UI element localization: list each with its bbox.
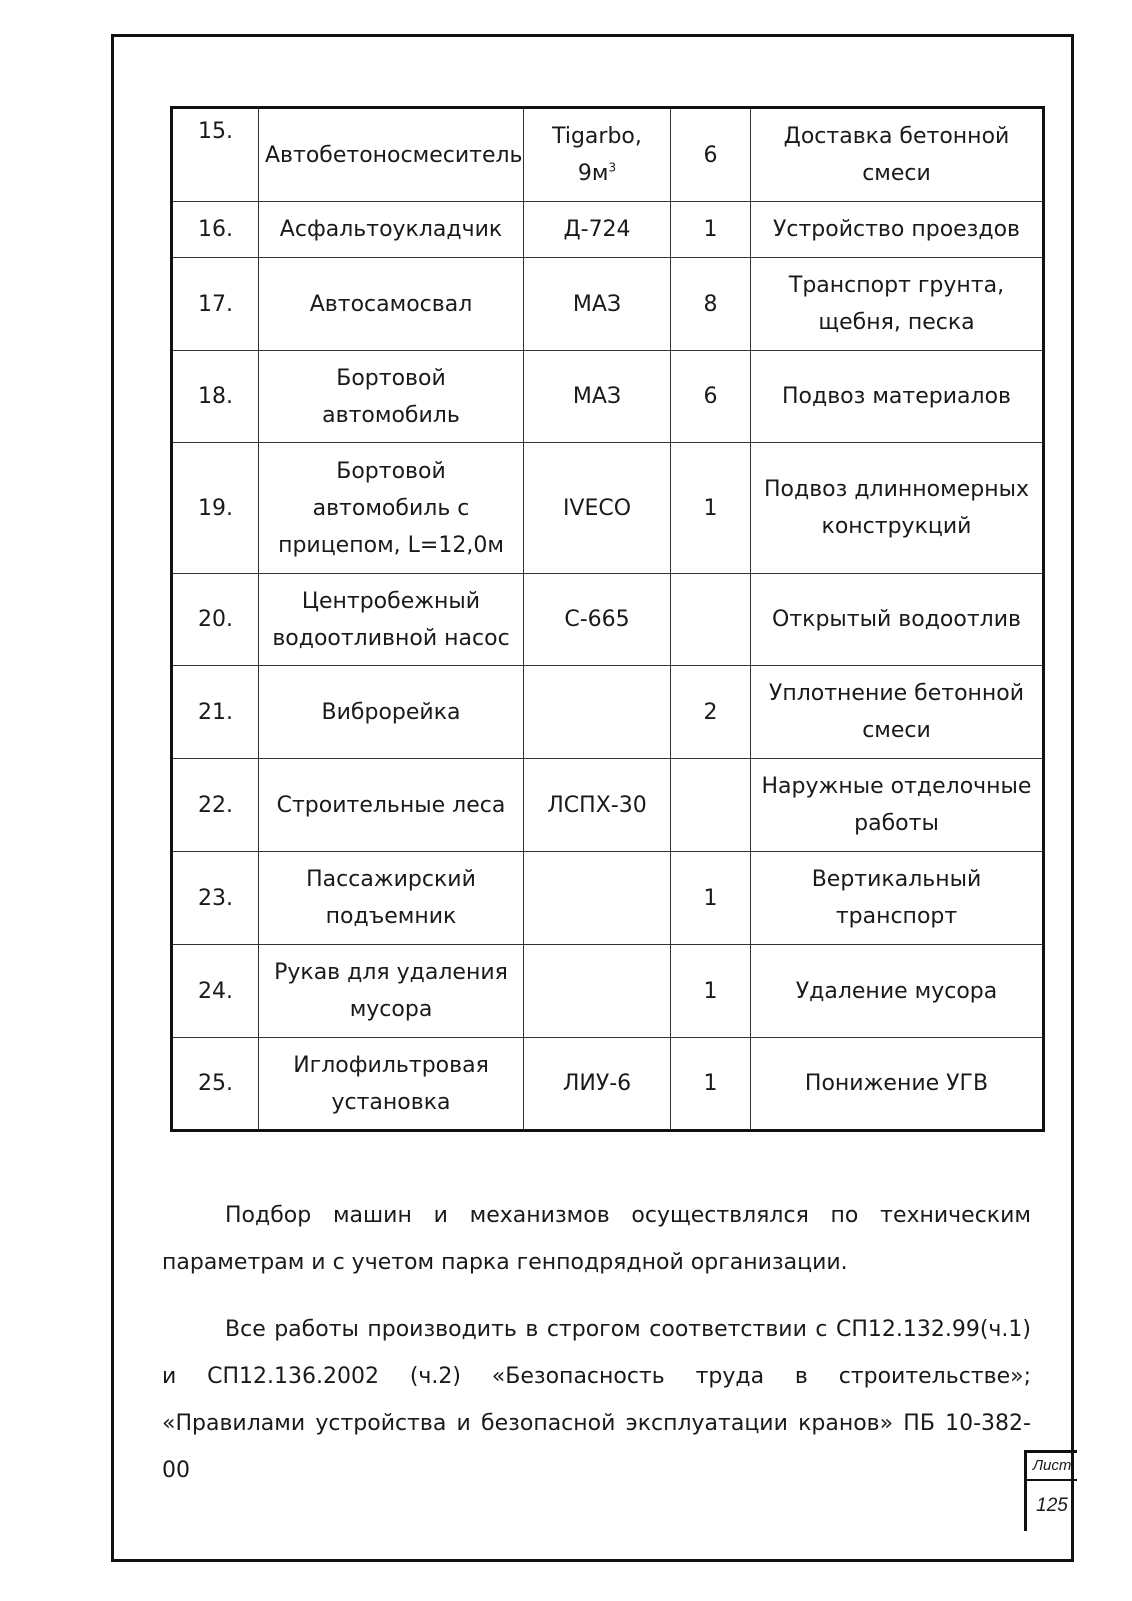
machine-quantity: 2 xyxy=(671,666,751,759)
machine-model: ЛСПХ-30 xyxy=(524,759,671,852)
machine-quantity: 1 xyxy=(671,202,751,258)
table-row xyxy=(172,202,1044,258)
machine-model: Д-724 xyxy=(524,202,671,258)
machine-purpose: Транспорт грунта, щебня, песка xyxy=(751,258,1044,351)
machine-purpose: Уплотнение бетонной смеси xyxy=(751,666,1044,759)
row-number: 18. xyxy=(172,351,259,443)
machine-name: Асфальтоукладчик xyxy=(259,202,524,258)
machine-quantity: 8 xyxy=(671,258,751,351)
machine-purpose: Вертикальный транспорт xyxy=(751,852,1044,945)
table-row xyxy=(172,108,1044,202)
machine-model: IVECO xyxy=(524,443,671,574)
row-number: 19. xyxy=(172,443,259,574)
machine-model xyxy=(524,666,671,759)
machine-name: Рукав для удаления мусора xyxy=(259,945,524,1038)
machine-name: Иглофильтровая установка xyxy=(259,1038,524,1131)
machine-name: Автобетоносмеситель xyxy=(259,108,524,202)
table-row xyxy=(172,443,1044,574)
machine-name: Виброрейка xyxy=(259,666,524,759)
paragraph-machine-selection: Подбор машин и механизмов осуществлялся по техническим параметрам и с учетом парка генподрядной организации. xyxy=(162,1203,1031,1275)
table-row xyxy=(172,945,1044,1038)
machine-name: Строительные леса xyxy=(259,759,524,852)
machine-purpose: Подвоз длинномерных конструкций xyxy=(751,443,1044,574)
machine-purpose: Наружные отделочные работы xyxy=(751,759,1044,852)
machine-model: С-665 xyxy=(524,574,671,666)
table-row xyxy=(172,759,1044,852)
row-number: 20. xyxy=(172,574,259,666)
row-number: 22. xyxy=(172,759,259,852)
machine-quantity xyxy=(671,759,751,852)
machine-quantity: 6 xyxy=(671,351,751,443)
machine-purpose: Удаление мусора xyxy=(751,945,1044,1038)
equipment-table xyxy=(170,106,1045,1132)
table-row xyxy=(172,1038,1044,1131)
sheet-number: 125 xyxy=(1036,1495,1068,1516)
machine-quantity: 1 xyxy=(671,852,751,945)
machine-quantity: 6 xyxy=(671,108,751,202)
machine-quantity: 1 xyxy=(671,1038,751,1131)
row-number: 16. xyxy=(172,202,259,258)
machine-name: Бортовой автомобиль xyxy=(259,351,524,443)
superscript: 3 xyxy=(608,160,617,175)
sheet-label: Лист xyxy=(1027,1453,1077,1481)
machine-quantity: 1 xyxy=(671,443,751,574)
machine-quantity: 1 xyxy=(671,945,751,1038)
table-row xyxy=(172,258,1044,351)
machine-model xyxy=(524,852,671,945)
table-row xyxy=(172,852,1044,945)
table-row xyxy=(172,666,1044,759)
row-number: 24. xyxy=(172,945,259,1038)
row-number: 15. xyxy=(172,108,259,202)
row-number: 17. xyxy=(172,258,259,351)
machine-model: МАЗ xyxy=(524,258,671,351)
machine-name: Автосамосвал xyxy=(259,258,524,351)
row-number: 23. xyxy=(172,852,259,945)
machine-name: Пассажирский подъемник xyxy=(259,852,524,945)
table-row xyxy=(172,351,1044,443)
machine-purpose: Доставка бетонной смеси xyxy=(751,108,1044,202)
row-number: 25. xyxy=(172,1038,259,1131)
row-number: 21. xyxy=(172,666,259,759)
sheet-number-box xyxy=(1024,1450,1077,1531)
machine-model: ЛИУ-6 xyxy=(524,1038,671,1131)
machine-quantity xyxy=(671,574,751,666)
paragraph-safety-norms: Все работы производить в строгом соответствии с СП12.132.99(ч.1) и СП12.136.2002 (ч.2) «Безопасность труда в строительстве»; «Правилами устройства и безопасной эксплуатации кранов» ПБ 10-382-00 xyxy=(162,1317,1031,1483)
machine-purpose: Подвоз материалов xyxy=(751,351,1044,443)
machine-name: Бортовой автомобиль с прицепом, L=12,0м xyxy=(259,443,524,574)
machine-purpose: Понижение УГВ xyxy=(751,1038,1044,1131)
table-row xyxy=(172,574,1044,666)
machine-model: МАЗ xyxy=(524,351,671,443)
machine-model: Tigarbo, $9м^3$ xyxy=(524,108,671,202)
machine-model xyxy=(524,945,671,1038)
machine-purpose: Открытый водоотлив xyxy=(751,574,1044,666)
machine-purpose: Устройство проездов xyxy=(751,202,1044,258)
machine-name: Центробежный водоотливной насос xyxy=(259,574,524,666)
